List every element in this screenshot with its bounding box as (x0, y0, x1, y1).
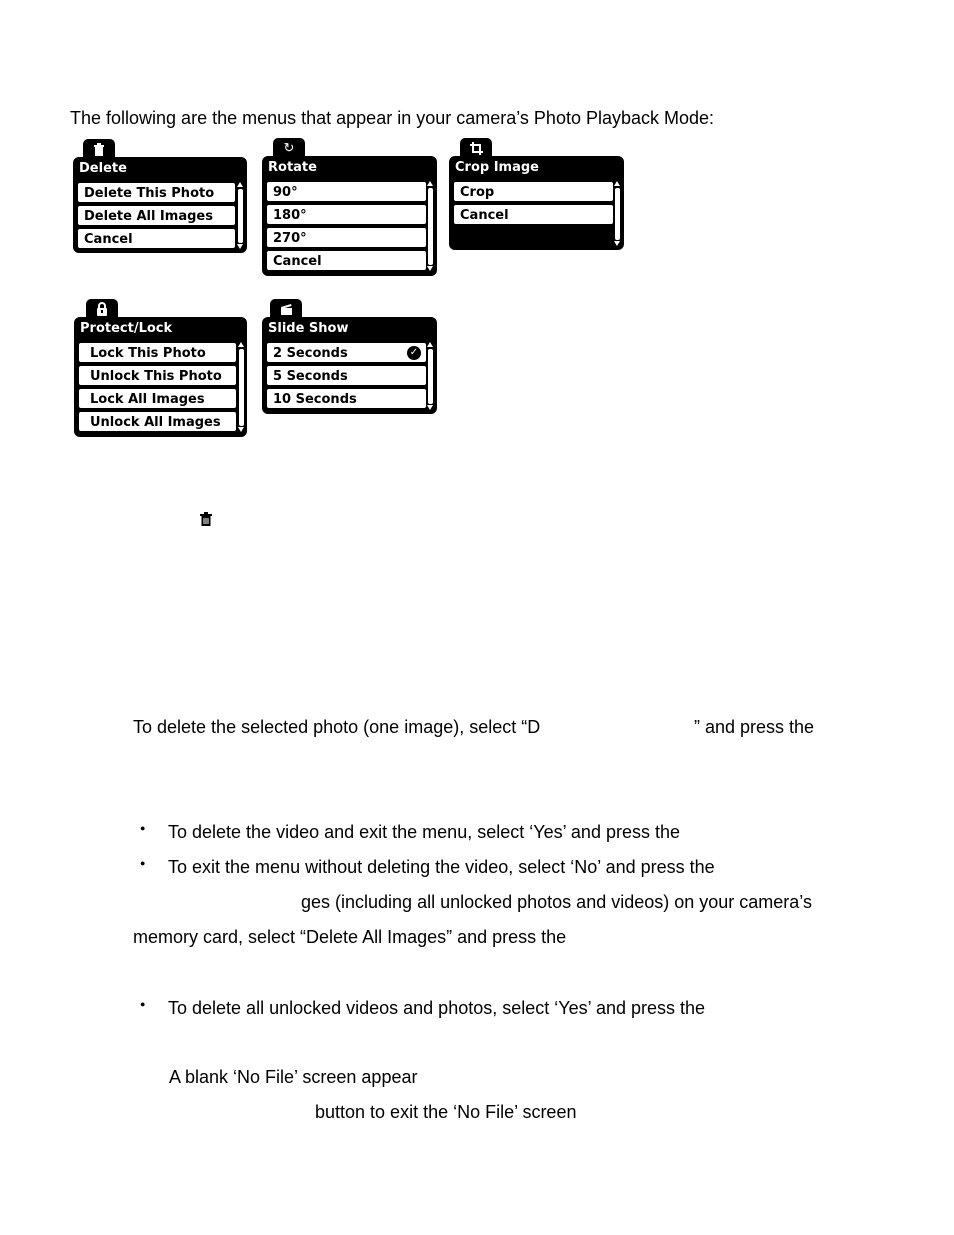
rotate-icon: ↻ (283, 140, 295, 155)
scrollbar[interactable] (238, 189, 243, 243)
rotate-menu-tab (273, 138, 305, 158)
intro-text: The following are the menus that appear in your camera’s Photo Playback Mode: (70, 108, 715, 128)
menu-item-label: 2 Seconds (273, 346, 348, 361)
scroll-down-icon (238, 427, 244, 432)
crop-menu-title: Crop Image (455, 160, 539, 175)
menu-item-cancel[interactable]: Cancel (267, 251, 426, 270)
menu-item-cancel[interactable]: Cancel (78, 229, 235, 248)
scroll-up-icon (427, 342, 433, 347)
rotate-menu-title: Rotate (268, 160, 317, 175)
menu-item-10-seconds[interactable]: 10 Seconds (267, 389, 426, 408)
menu-item-270[interactable]: 270° (267, 228, 426, 247)
menu-item-90[interactable]: 90° (267, 182, 426, 201)
scroll-up-icon (614, 181, 620, 186)
bullet-3-text: To delete all unlocked videos and photos, select ‘Yes’ and press the (168, 998, 706, 1018)
protect-lock-menu-tab (86, 299, 118, 319)
menu-item-2-seconds[interactable] (267, 343, 426, 362)
slide-show-menu-tab (270, 299, 302, 319)
scroll-up-icon (427, 181, 433, 186)
scroll-down-icon (237, 244, 243, 249)
trash-icon (200, 512, 212, 526)
scroll-up-icon (237, 182, 243, 187)
body-line-4: A blank ‘No File’ screen appear (169, 1067, 418, 1087)
crop-icon (470, 142, 483, 155)
menu-item-unlock-all-images[interactable]: Unlock All Images (79, 412, 236, 431)
bullet-1-text: To delete the video and exit the menu, select ‘Yes’ and press the (168, 822, 680, 842)
menu-item-delete-all-images[interactable]: Delete All Images (78, 206, 235, 225)
body-line-1a: To delete the selected photo (one image), select “D (133, 717, 541, 737)
menu-item-lock-all-images[interactable]: Lock All Images (79, 389, 236, 408)
scrollbar[interactable] (428, 188, 433, 265)
menu-item-delete-this-photo[interactable]: Delete This Photo (78, 183, 235, 202)
protect-lock-menu-title: Protect/Lock (80, 321, 173, 336)
body-line-2: ges (including all unlocked photos and videos) on your camera’s (301, 892, 812, 912)
bullet-icon: ● (140, 999, 146, 1009)
scroll-up-icon (238, 342, 244, 347)
delete-menu-tab (83, 139, 115, 159)
bullet-2-text: To exit the menu without deleting the video, select ‘No’ and press the (168, 857, 715, 877)
body-line-5: button to exit the ‘No File’ screen (315, 1102, 577, 1122)
lock-icon (96, 302, 108, 316)
scroll-down-icon (614, 241, 620, 246)
clapper-icon (280, 303, 293, 316)
scroll-down-icon (427, 266, 433, 271)
scrollbar[interactable] (239, 349, 244, 426)
scroll-down-icon (427, 405, 433, 410)
scrollbar[interactable] (428, 349, 433, 404)
menu-item-5-seconds[interactable]: 5 Seconds (267, 366, 426, 385)
menu-item-lock-this-photo[interactable]: Lock This Photo (79, 343, 236, 362)
scrollbar[interactable] (615, 188, 620, 240)
menu-item-cancel[interactable]: Cancel (454, 205, 613, 224)
checkmark-icon: ✓ (407, 346, 421, 360)
body-line-1b: ” and press the (694, 717, 815, 737)
body-line-3: memory card, select “Delete All Images” and press the (133, 927, 567, 947)
trash-icon (93, 143, 105, 156)
menu-item-unlock-this-photo[interactable]: Unlock This Photo (79, 366, 236, 385)
menu-item-180[interactable]: 180° (267, 205, 426, 224)
crop-menu-tab (460, 138, 492, 158)
slide-show-menu-title: Slide Show (268, 321, 349, 336)
delete-menu-title: Delete (79, 161, 127, 176)
menu-item-crop[interactable]: Crop (454, 182, 613, 201)
bullet-icon: ● (140, 823, 146, 833)
bullet-icon: ● (140, 858, 146, 868)
